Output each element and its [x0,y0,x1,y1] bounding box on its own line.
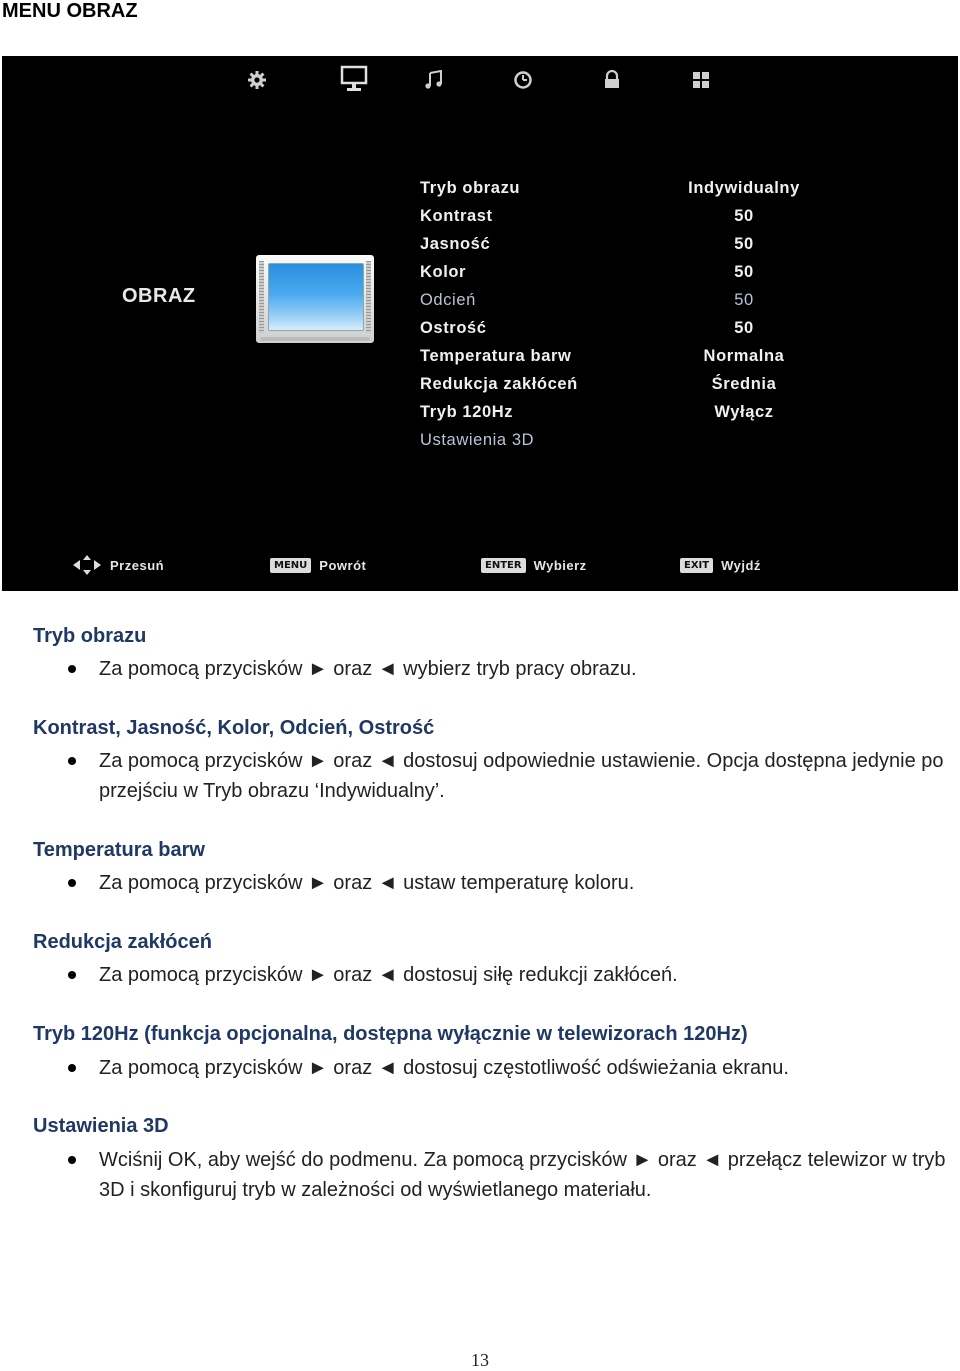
menu-item-value: Średnia [711,375,777,393]
menu-item-value: 50 [734,319,754,337]
footer-back-label: Powrót [319,557,367,573]
menu-item-label: Ostrość [420,319,487,337]
menu-item-label: Tryb obrazu [420,179,521,197]
section-heading: Temperatura barw [33,839,205,861]
bullet-text: Za pomocą przycisków ► oraz ◄ dostosuj odpowiednie ustawienie. Opcja dostępna jedynie po przejściu w Tryb obrazu ‘Indywidualny’. [99,750,944,802]
bullet-icon [68,879,76,887]
menu-item-value: 50 [734,207,754,225]
menu-item-value: 50 [734,263,754,281]
menu-item-label: Odcień [420,291,476,309]
menu-item-value: 50 [734,291,754,309]
section-heading: Tryb 120Hz (funkcja opcjonalna, dostępna wyłącznie w telewizorach 120Hz) [33,1023,748,1045]
menu-key-icon: MENU [270,558,311,573]
footer-select-label: Wybierz [533,557,587,573]
menu-item-label: Ustawienia 3D [420,431,535,449]
exit-key-icon: EXIT [680,558,713,573]
menu-item-value: 50 [734,235,754,253]
menu-item-label: Temperatura barw [420,347,572,365]
menu-item-label: Kontrast [420,207,493,225]
menu-item-label: Jasność [420,235,491,253]
footer-exit-label: Wyjdź [721,557,761,573]
bullet-icon [68,1064,76,1072]
page-number: 13 [471,1350,489,1370]
bullet-icon [68,1156,76,1164]
section-heading: Kontrast, Jasność, Kolor, Odcień, Ostrość [33,717,435,739]
menu-title: OBRAZ [122,285,196,307]
section-heading: Redukcja zakłóceń [33,931,212,953]
enter-key-icon: ENTER [481,558,526,573]
bullet-text: Wciśnij OK, aby wejść do podmenu. Za pomocą przycisków ► oraz ◄ przełącz telewizor w tryb 3D i skonfiguruj tryb w zależności od wyświetlanego materiału. [99,1149,946,1201]
bullet-icon [68,665,76,673]
bullet-text: Za pomocą przycisków ► oraz ◄ dostosuj częstotliwość odświeżania ekranu. [99,1057,789,1079]
menu-item-label: Tryb 120Hz [420,403,514,421]
menu-item-label: Kolor [420,263,467,281]
section-heading: Tryb obrazu [33,625,147,647]
menu-item-value: Normalna [703,347,785,365]
bullet-text: Za pomocą przycisków ► oraz ◄ dostosuj siłę redukcji zakłóceń. [99,964,678,986]
menu-item-value: Wyłącz [714,403,774,421]
bullet-icon [68,757,76,765]
section-heading: Ustawienia 3D [33,1115,169,1137]
footer-move-label: Przesuń [110,557,165,573]
bullet-text: Za pomocą przycisków ► oraz ◄ ustaw temperaturę koloru. [99,872,635,894]
bullet-text: Za pomocą przycisków ► oraz ◄ wybierz tryb pracy obrazu. [99,658,637,680]
page-heading: MENU OBRAZ [2,0,138,22]
menu-item-value: Indywidualny [688,179,800,197]
menu-item-label: Redukcja zakłóceń [420,375,578,393]
bullet-icon [68,971,76,979]
